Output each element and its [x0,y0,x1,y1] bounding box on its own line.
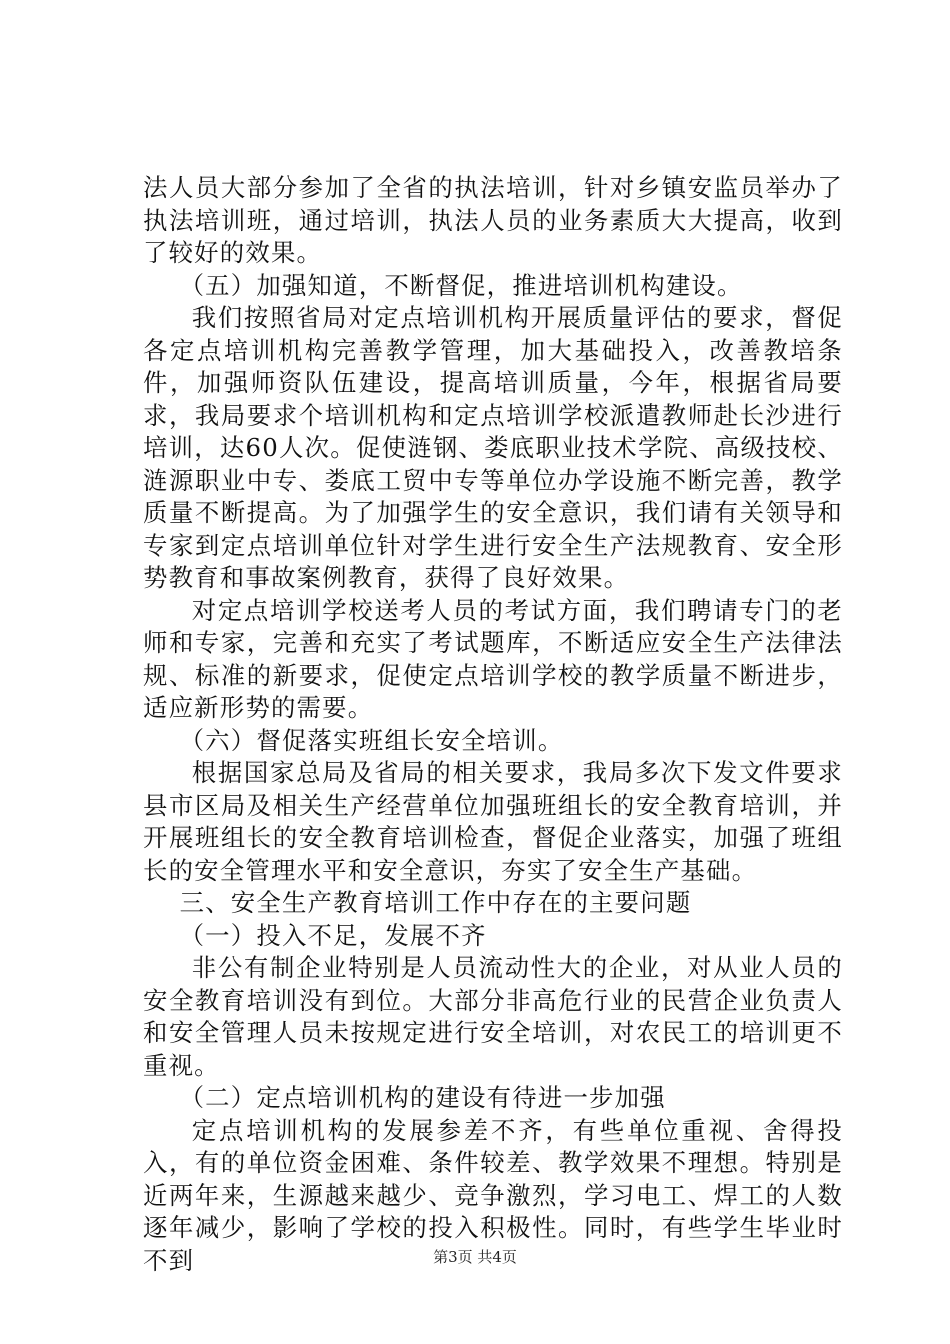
section-heading-5: （五）加强知道，不断督促，推进培训机构建设。 [179,270,743,300]
issue-heading-2: （二）定点培训机构的建设有待进一步加强 [179,1083,666,1112]
page-number-footer: 第3页 共4页 [433,1248,517,1266]
document-body [143,172,843,1277]
chapter-heading-3: 三、安全生产教育培训工作中存在的主要问题 [179,888,692,917]
paragraph-institution-development: 定点培训机构的发展参差不齐，有些单位重视、舍得投入，有的单位资金困难、条件较差、教学效果不理想。特别是近两年来，生源越来越少、竞争激烈，学习电工、焊工的人数逐年减少，影响了学校的投入积极性。同时，有些学生毕业时不到 [143,1115,843,1275]
paragraph-insufficient-investment: 非公有制企业特别是人员流动性大的企业，对从业人员的安全教育培训没有到位。大部分非高危行业的民营企业负责人和安全管理人员未按规定进行安全培训，对农民工的培训更不重视。 [143,953,843,1080]
paragraph-exam-improvement: 对定点培训学校送考人员的考试方面，我们聘请专门的老师和专家，完善和充实了考试题库，不断适应安全生产法律法规、标准的新要求，促使定点培训学校的教学质量不断进步，适应新形势的需要。 [143,595,843,722]
section-heading-6: （六）督促落实班组长安全培训。 [179,725,564,755]
issue-heading-1: （一）投入不足，发展不齐 [179,920,487,950]
paragraph-continuation: 法人员大部分参加了全省的执法培训，针对乡镇安监员举办了执法培训班，通过培训，执法人员的业务素质大大提高，收到了较好的效果。 [143,173,843,267]
paragraph-team-leader-training: 根据国家总局及省局的相关要求，我局多次下发文件要求县市区局及相关生产经营单位加强班组长的安全教育培训，并开展班组长的安全教育培训检查，督促企业落实，加强了班组长的安全管理水平和安全意识，夯实了安全生产基础。 [143,758,843,885]
paragraph-training-institutions: 我们按照省局对定点培训机构开展质量评估的要求，督促各定点培训机构完善教学管理，加大基础投入，改善教培条件，加强师资队伍建设，提高培训质量，今年，根据省局要求，我局要求个培训机构和定点培训学校派遣教师赴长沙进行培训，达60人次。促使涟钢、娄底职业技术学院、高级技校、涟源职业中专、娄底工贸中专等单位办学设施不断完善，教学质量不断提高。为了加强学生的安全意识，我们请有关领导和专家到定点培训单位针对学生进行安全生产法规教育、安全形势教育和事故案例教育，获得了良好效果。 [143,303,843,592]
